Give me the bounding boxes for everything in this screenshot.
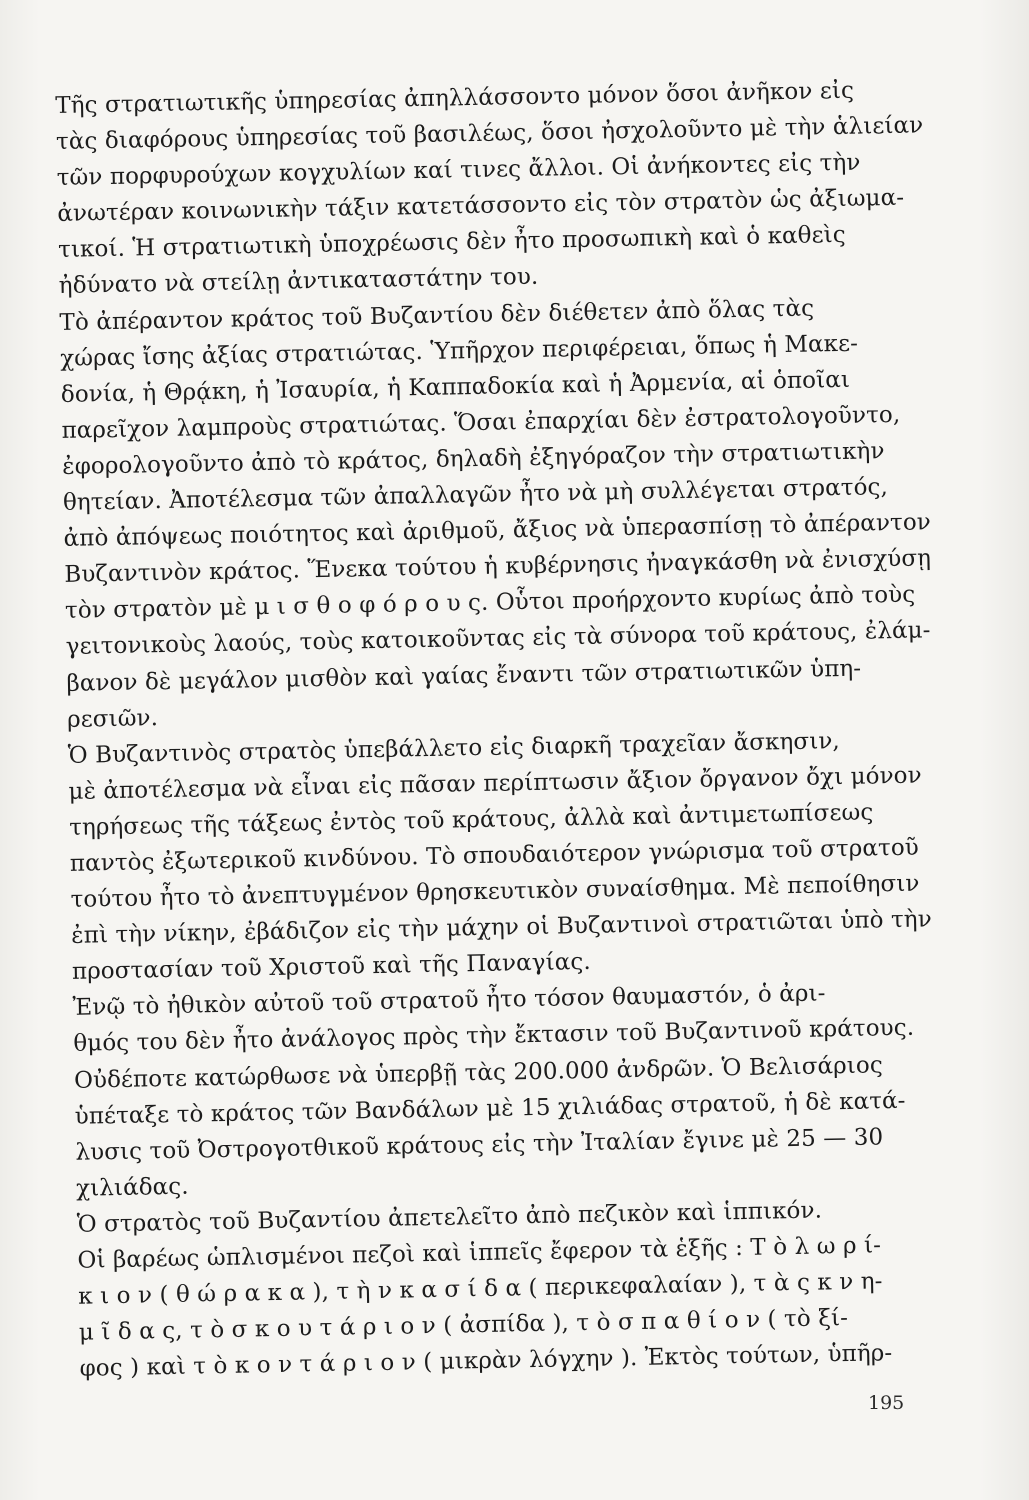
text-line: θητείαν. Ἀποτέλεσμα τῶν ἀπαλλαγῶν ἦτο νὰ μὴ συλλέγεται στρατός,: [62, 474, 889, 516]
text-line: ἐπὶ τὴν νίκην, ἐβάδιζον εἰς τὴν μάχην οἱ Βυζαντινοὶ στρατιῶται ὑπὸ τὴν: [71, 906, 933, 949]
text-line: τούτου ἦτο τὸ ἀνεπτυγμένον θρησκευτικὸν συναίσθημα. Μὲ πεποίθησιν: [70, 870, 920, 913]
text-line: χιλιάδας.: [75, 1173, 189, 1202]
page-number: 195: [868, 1392, 905, 1414]
text-line: μὲ ἀποτέλεσμα νὰ εἶναι εἰς πᾶσαν περίπτωσιν ἄξιον ὄργανον ὄχι μόνον: [68, 762, 922, 805]
text-line: Ὁ στρατὸς τοῦ Βυζαντίου ἀπετελεῖτο ἀπὸ πεζικὸν καὶ ἱππικόν.: [76, 1197, 823, 1238]
text-line: φος ) καὶ τ ὸ κ ο ν τ ά ρ ι ο ν ( μικρὰν λόγχην ). Ἐκτὸς τούτων, ὑπῆρ-: [79, 1340, 893, 1383]
text-line: γειτονικοὺς λαούς, τοὺς κατοικοῦντας εἰς τὰ σύνορα τοῦ κράτους, ἐλάμ-: [65, 617, 931, 661]
text-line: παρεῖχον λαμπροὺς στρατιώτας. Ὅσαι ἐπαρχίαι δὲν ἐστρατολογοῦντο,: [61, 401, 901, 444]
text-line: χώρας ἴσης ἀξίας στρατιώτας. Ὑπῆρχον περιφέρειαι, ὅπως ἡ Μακε-: [59, 330, 859, 372]
text-line: λυσις τοῦ Ὀστρογοτθικοῦ κράτους εἰς τὴν Ἰταλίαν ἔγινε μὲ 25 — 30: [75, 1124, 884, 1166]
text-line: θμός του δὲν ἦτο ἀνάλογος πρὸς τὴν ἔκτασιν τοῦ Βυζαντινοῦ κράτους.: [73, 1015, 915, 1058]
text-line: βανον δὲ μεγάλον μισθὸν καὶ γαίας ἔναντι τῶν στρατιωτικῶν ὑπη-: [66, 655, 862, 697]
text-line: ρεσιῶν.: [66, 704, 159, 733]
text-line: κ ι ο ν ( θ ώ ρ α κ α ), τ ὴ ν κ α σ ί δ α ( περικεφαλαίαν ), τ ὰ ς κ ν η-: [77, 1268, 883, 1310]
text-line: ἐφορολογοῦντο ἀπὸ τὸ κράτος, δηλαδὴ ἐξηγόραζον τὴν στρατιωτικὴν: [62, 438, 885, 480]
body-text: [55, 72, 935, 1388]
text-line: ὑπέταξε τὸ κράτος τῶν Βανδάλων μὲ 15 χιλιάδας στρατοῦ, ἡ δὲ κατά-: [74, 1087, 906, 1130]
text-line: Βυζαντινὸν κράτος. Ἕνεκα τούτου ἡ κυβέρνησις ἠναγκάσθη νὰ ἐνισχύσῃ: [64, 545, 932, 589]
text-line: δονία, ἡ Θρᾴκη, ἡ Ἰσαυρία, ἡ Καππαδοκία καὶ ἡ Ἀρμενία, αἱ ὁποῖαι: [60, 366, 851, 408]
text-line: τικοί. Ἡ στρατιωτικὴ ὑποχρέωσις δὲν ἦτο προσωπικὴ καὶ ὁ καθεὶς: [57, 222, 846, 264]
text-line: προστασίαν τοῦ Χριστοῦ καὶ τῆς Παναγίας.: [71, 949, 591, 986]
text-line: ἠδύνατο νὰ στείλῃ ἀντικαταστάτην του.: [58, 264, 539, 300]
text-line: μ ῖ δ α ς, τ ὸ σ κ ο υ τ ά ρ ι ο ν ( ἀσπίδα ), τ ὸ σ π α θ ί ο ν ( τὸ ξί-: [78, 1305, 849, 1346]
text-line: Ὁ Βυζαντινὸς στρατὸς ὑπεβάλλετο εἰς διαρκῆ τραχεῖαν ἄσκησιν,: [67, 727, 841, 769]
text-line: Ἐνῷ τὸ ἠθικὸν αὐτοῦ τοῦ στρατοῦ ἦτο τόσον θαυμαστόν, ὁ ἀρι-: [72, 980, 826, 1022]
text-line: τὸν στρατὸν μὲ μ ι σ θ ο φ ό ρ ο υ ς. Οὗτοι προήρχοντο κυρίως ἀπὸ τοὺς: [64, 581, 916, 625]
text-line: Τῆς στρατιωτικῆς ὑπηρεσίας ἀπηλλάσσοντο μόνον ὅσοι ἀνῆκον εἰς: [55, 77, 855, 119]
text-line: ἀπὸ ἀπόψεως ποιότητος καὶ ἀριθμοῦ, ἄξιος νὰ ὑπερασπίσῃ τὸ ἀπέραντον: [63, 509, 932, 553]
text-line: παντὸς ἐξωτερικοῦ κινδύνου. Τὸ σπουδαιότερον γνώρισμα τοῦ στρατοῦ: [69, 834, 920, 877]
text-line: Τὸ ἀπέραντον κράτος τοῦ Βυζαντίου δὲν διέθετεν ἀπὸ ὅλας τὰς: [59, 295, 815, 336]
text-line: τῶν πορφυρούχων κογχυλίων καί τινες ἄλλοι. Οἱ ἀνήκοντες εἰς τὴν: [56, 149, 861, 192]
text-line: τὰς διαφόρους ὑπηρεσίας τοῦ βασιλέως, ὅσοι ἠσχολοῦντο μὲ τὴν ἁλιείαν: [55, 112, 924, 156]
text-line: Οὐδέποτε κατώρθωσε νὰ ὑπερβῇ τὰς 200.000 ἀνδρῶν. Ὁ Βελισάριος: [73, 1051, 884, 1094]
text-line: τηρήσεως τῆς τάξεως ἐντὸς τοῦ κράτους, ἀλλὰ καὶ ἀντιμετωπίσεως: [68, 799, 874, 841]
text-line: ἀνωτέραν κοινωνικὴν τάξιν κατετάσσοντο εἰς τὸν στρατὸν ὡς ἀξιωμα-: [57, 185, 905, 228]
text-line: Οἱ βαρέως ὡπλισμένοι πεζοὶ καὶ ἱππεῖς ἔφερον τὰ ἑξῆς : Τ ὸ λ ω ρ ί-: [77, 1232, 882, 1274]
